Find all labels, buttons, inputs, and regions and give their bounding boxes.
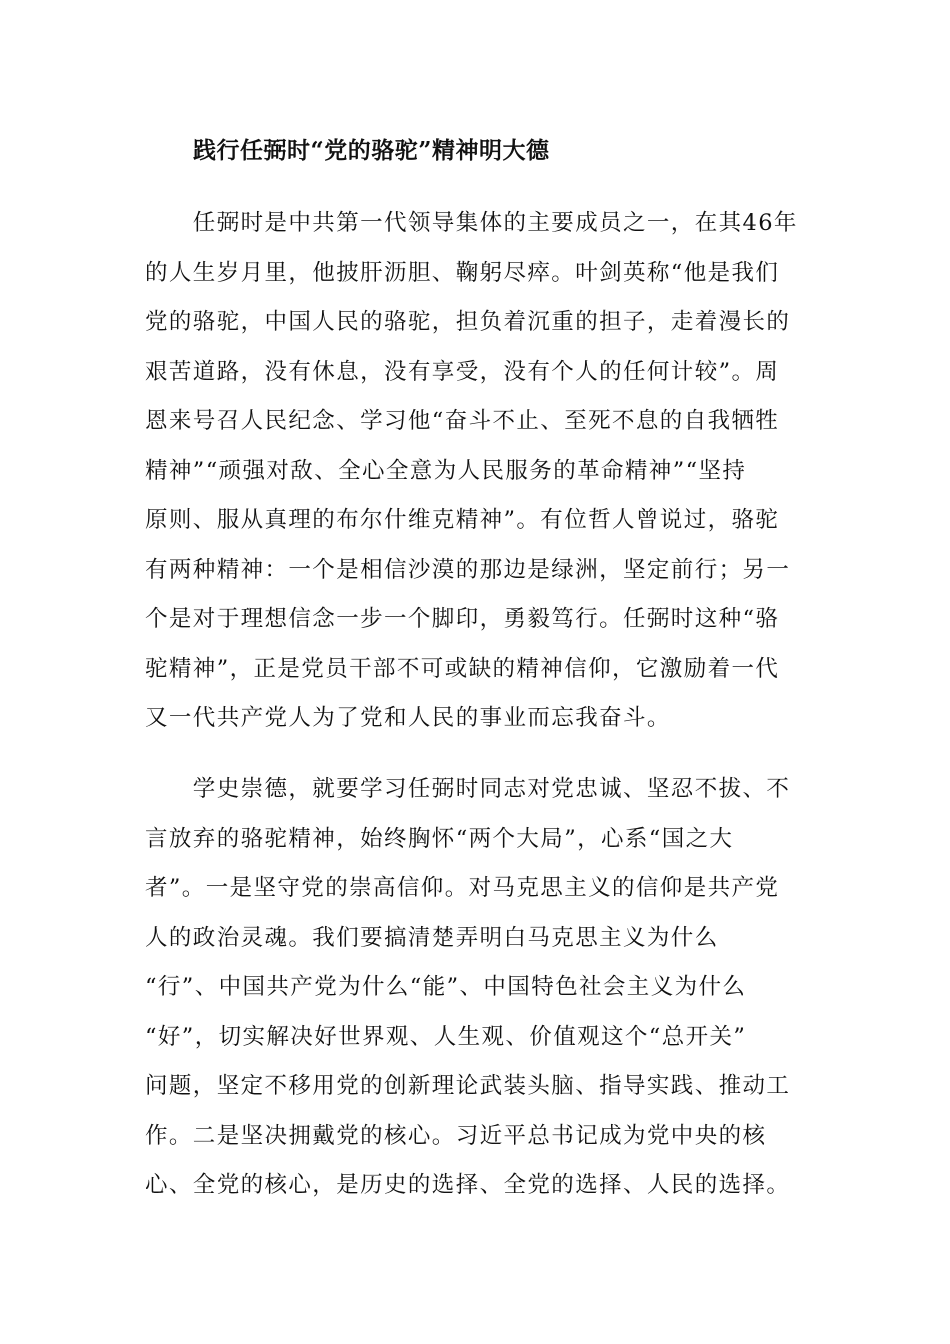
text-line: 的人生岁月里，他披肝沥胆、鞠躬尽瘁。叶剑英称“他是我们 — [145, 259, 780, 286]
text-line: “行”、中国共产党为什么“能”、中国特色社会主义为什么 — [145, 974, 747, 1000]
text-line: 学史崇德，就要学习任弼时同志对党忠诚、坚忍不拔、不 — [145, 776, 791, 802]
text-line: 任弼时是中共第一代领导集体的主要成员之一，在其46年 — [145, 210, 798, 236]
text-line: 者”。一是坚守党的崇高信仰。对马克思主义的信仰是共产党 — [145, 875, 780, 901]
text-line: 恩来号召人民纪念、学习他“奋斗不止、至死不息的自我牺牲 — [145, 408, 780, 434]
text-line: 原则、服从真理的布尔什维克精神”。有位哲人曾说过，骆驼 — [145, 507, 780, 533]
text-line: 个是对于理想信念一步一个脚印，勇毅笃行。任弼时这种“骆 — [145, 606, 780, 632]
paragraph-1 — [145, 199, 798, 744]
text-line: 言放弃的骆驼精神，始终胸怀“两个大局”，心系“国之大 — [145, 825, 734, 852]
text-line: 作。二是坚决拥戴党的核心。习近平总书记成为党中央的核 — [145, 1122, 767, 1149]
paragraph-2 — [145, 765, 790, 1211]
text-line: 精神”“顽强对敌、全心全意为人民服务的革命精神”“坚持 — [145, 457, 747, 484]
text-line: “好”，切实解决好世界观、人生观、价值观这个“总开关” — [145, 1023, 747, 1050]
text-line: 党的骆驼，中国人民的骆驼，担负着沉重的担子，走着漫长的 — [145, 309, 791, 335]
text-line: 艰苦道路，没有休息，没有享受，没有个人的任何计较”。周 — [145, 358, 780, 385]
document-title: 践行任弼时“党的骆驼”精神明大德 — [193, 137, 550, 164]
text-line: 问题，坚定不移用党的创新理论武装头脑、指导实践、推动工 — [145, 1073, 791, 1099]
text-line: 驼精神”，正是党员干部不可或缺的精神信仰，它激励着一代 — [145, 655, 780, 682]
text-line: 心、全党的核心，是历史的选择、全党的选择、人民的选择。 — [145, 1172, 791, 1198]
text-line: 又一代共产党人为了党和人民的事业而忘我奋斗。 — [145, 705, 671, 731]
text-line: 人的政治灵魂。我们要搞清楚弄明白马克思主义为什么 — [145, 924, 719, 951]
text-line: 有两种精神：一个是相信沙漠的那边是绿洲，坚定前行；另一 — [145, 556, 791, 583]
